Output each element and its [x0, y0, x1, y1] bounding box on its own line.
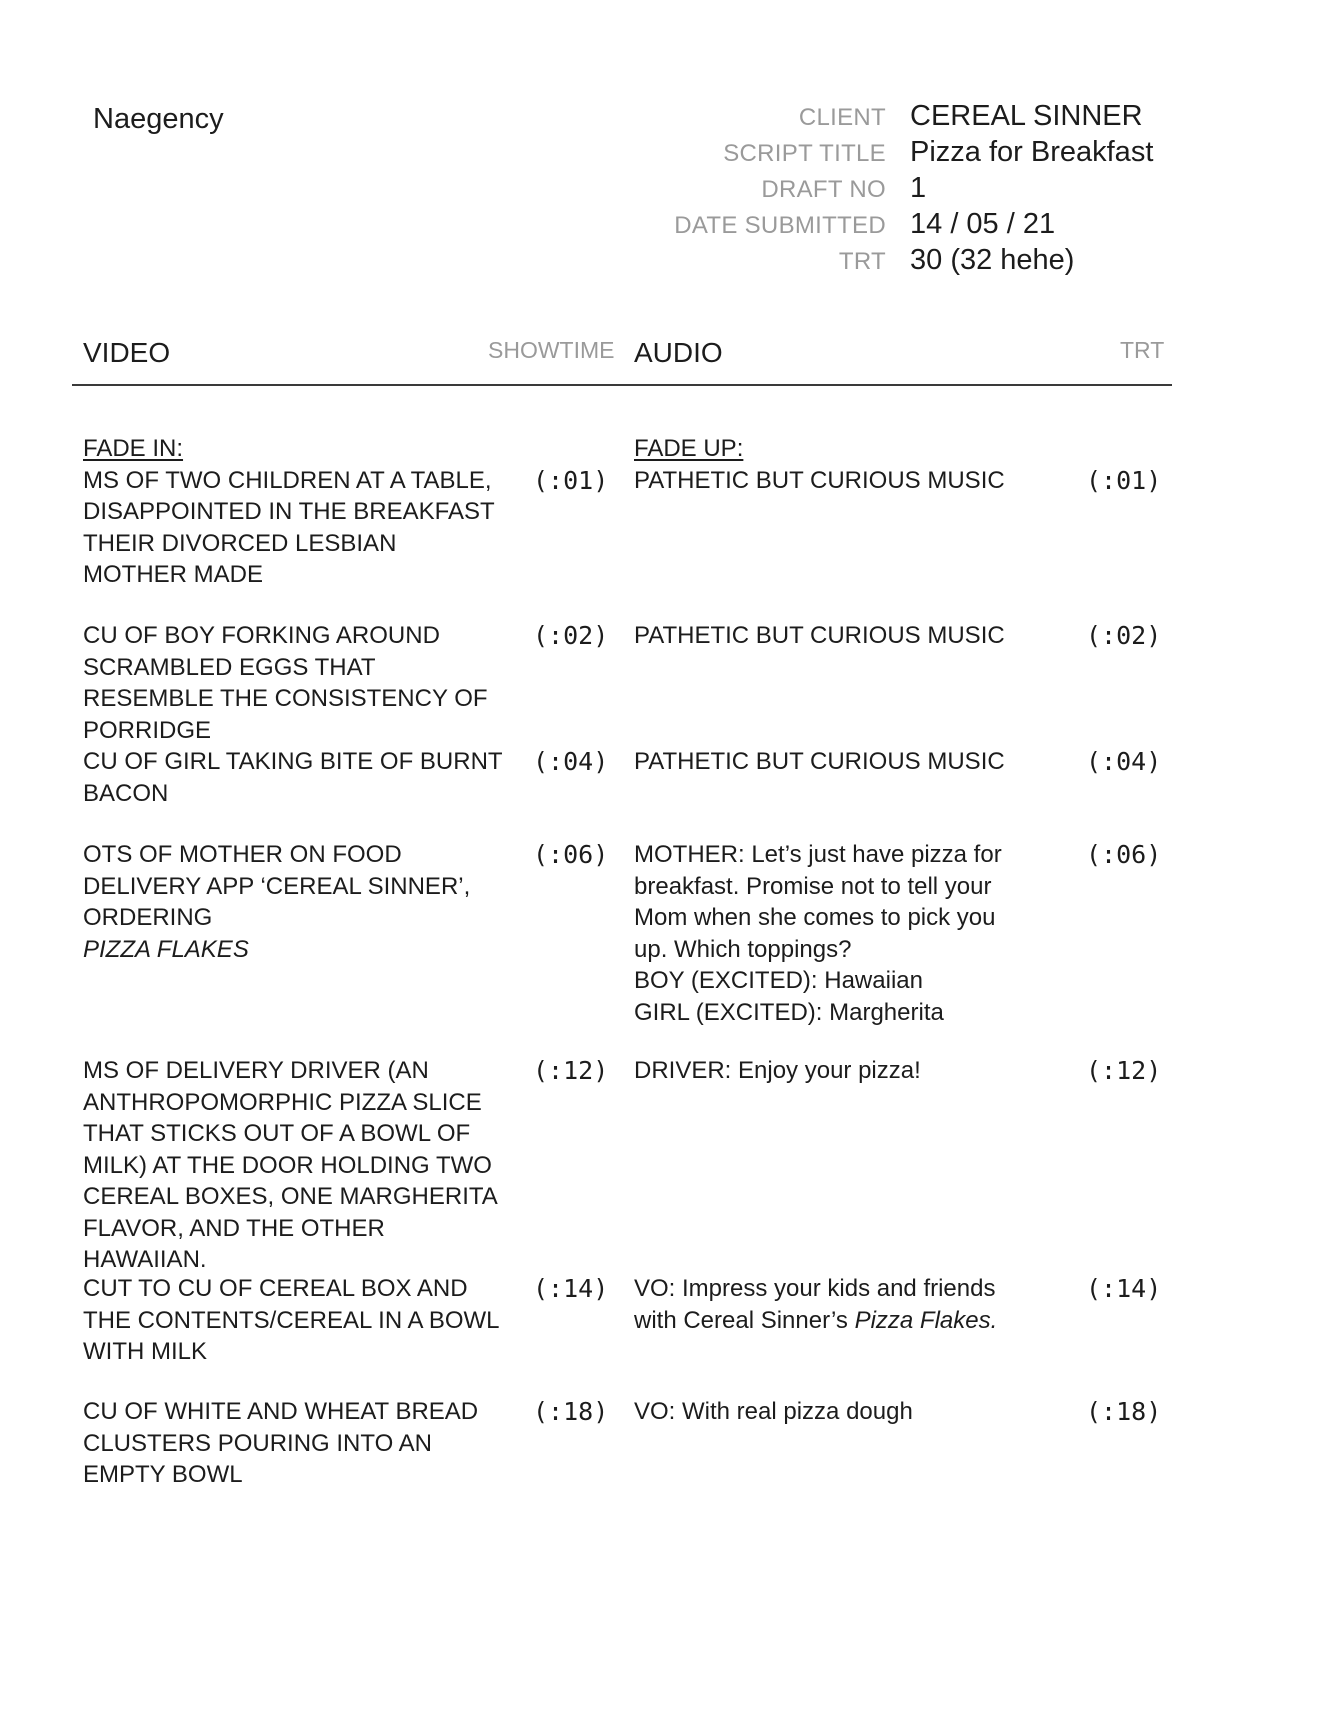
trt-label: TRT: [838, 248, 886, 275]
audio-text: MOTHER: Let’s just have pizza for breakfast. Promise not to tell your Mom when she comes to pick you up. Which toppings?: [634, 841, 1002, 963]
video-cell: [83, 839, 503, 965]
meta-row-draft: [600, 172, 1240, 208]
showtime-code: (:02): [533, 621, 609, 650]
date-value: 14 / 05 / 21: [910, 208, 1056, 240]
trt-column-header: TRT: [1120, 337, 1165, 363]
audio-heading: FADE UP:: [634, 435, 744, 462]
meta-row-client: [600, 100, 1240, 136]
showtime-column-header: SHOWTIME: [488, 337, 615, 363]
audio-cell: [634, 433, 1024, 496]
draft-label: DRAFT NO: [761, 176, 886, 203]
trt-value: 30 (32 hehe): [910, 244, 1075, 276]
showtime-code: (:18): [533, 1397, 609, 1426]
trt-code: (:02): [1086, 621, 1162, 650]
video-text: CU OF WHITE AND WHEAT BREAD CLUSTERS POURING INTO AN EMPTY BOWL: [83, 1398, 479, 1488]
video-column-header: VIDEO: [83, 337, 171, 368]
draft-value: 1: [910, 172, 927, 204]
script-title-label: SCRIPT TITLE: [723, 140, 886, 167]
showtime-code: (:06): [533, 840, 609, 869]
video-text: CUT TO CU OF CEREAL BOX AND THE CONTENTS/CEREAL IN A BOWL WITH MILK: [83, 1275, 499, 1365]
trt-code: (:18): [1086, 1397, 1162, 1426]
audio-text: VO: With real pizza dough: [634, 1398, 913, 1425]
audio-text: VO: Impress your kids and friends with Cereal Sinner’s: [634, 1275, 996, 1334]
showtime-code: (:04): [533, 747, 609, 776]
meta-row-date: [600, 208, 1240, 244]
video-text: MS OF TWO CHILDREN AT A TABLE, DISAPPOINTED IN THE BREAKFAST THEIR DIVORCED LESBIAN MOTHER MADE: [83, 466, 495, 588]
video-italic-text: PIZZA FLAKES: [83, 935, 249, 963]
video-text: CU OF GIRL TAKING BITE OF BURNT BACON: [83, 748, 503, 807]
audio-italic-text: Pizza Flakes.: [854, 1306, 998, 1334]
audio-text-line2: BOY (EXCITED): Hawaiian: [634, 967, 923, 994]
audio-text-line3: GIRL (EXCITED): Margherita: [634, 998, 944, 1026]
date-label: DATE SUBMITTED: [674, 212, 886, 239]
audio-text: PATHETIC BUT CURIOUS MUSIC: [634, 748, 1005, 775]
trt-code: (:12): [1086, 1056, 1162, 1085]
header-divider: [72, 384, 1172, 386]
script-title-value: Pizza for Breakfast: [910, 136, 1154, 168]
trt-code: (:14): [1086, 1274, 1162, 1303]
trt-code: (:01): [1086, 465, 1162, 495]
client-value: CEREAL SINNER: [910, 100, 1143, 132]
trt-code: (:06): [1086, 840, 1162, 869]
audio-text: DRIVER: Enjoy your pizza!: [634, 1057, 921, 1084]
audio-cell: [634, 839, 1024, 1028]
audio-column-header: AUDIO: [634, 337, 723, 368]
video-cell: [83, 433, 503, 591]
audio-cell: [634, 1273, 1024, 1336]
showtime-code: (:14): [533, 1274, 609, 1303]
audio-text: PATHETIC BUT CURIOUS MUSIC: [634, 622, 1005, 649]
showtime-code: (:12): [533, 1056, 609, 1085]
script-meta: [600, 100, 1240, 280]
showtime-code: (:01): [533, 465, 609, 495]
agency-name: Naegency: [93, 103, 224, 135]
meta-row-trt: [600, 244, 1240, 280]
client-label: CLIENT: [798, 104, 886, 131]
video-text: OTS OF MOTHER ON FOOD DELIVERY APP ‘CEREAL SINNER’, ORDERING: [83, 841, 471, 931]
video-text: CU OF BOY FORKING AROUND SCRAMBLED EGGS THAT RESEMBLE THE CONSISTENCY OF PORRIDGE: [83, 622, 488, 744]
video-text: MS OF DELIVERY DRIVER (AN ANTHROPOMORPHIC PIZZA SLICE THAT STICKS OUT OF A BOWL OF MILK) AT THE DOOR HOLDING TWO CEREAL BOXES, ONE MARGHERITA FLAVOR, AND THE OTHER HAWAIIAN.: [83, 1057, 497, 1273]
audio-text: PATHETIC BUT CURIOUS MUSIC: [634, 466, 1005, 494]
meta-row-script-title: [600, 136, 1240, 172]
trt-code: (:04): [1086, 747, 1162, 776]
video-heading: FADE IN:: [83, 435, 184, 462]
